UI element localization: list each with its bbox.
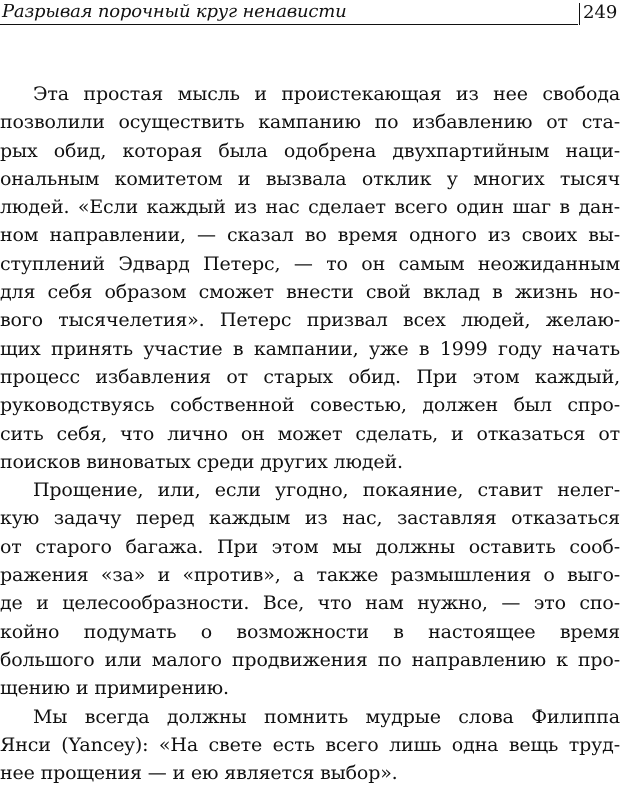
text-line: рых обид, которая была одобрена двухпартийным наци- <box>0 139 620 162</box>
text-line: ступлений Эдвард Петерс, — то он самым неожиданным <box>0 252 620 275</box>
text-line: Мы всегда должны помнить мудрые слова Филиппа <box>33 705 620 728</box>
text-line: процесс избавления от старых обид. При этом каждый, <box>0 365 620 388</box>
text-line: от старого багажа. При этом мы должны оставить сооб- <box>0 535 620 558</box>
text-line: вого тысячелетия». Петерс призвал всех людей, желаю- <box>0 309 620 332</box>
text-line: нее прощения — и ею является выбор». <box>0 762 398 785</box>
text-line: ном направлении, — сказал во время одного из своих вы- <box>0 224 620 247</box>
paragraph <box>0 476 620 702</box>
text-line: щих принять участие в кампании, уже в 1999 году начать <box>0 337 620 360</box>
text-line: поисков виноватых среди других людей. <box>0 450 403 473</box>
text-line: Эта простая мысль и проистекающая из нее свобода <box>33 83 620 105</box>
body-text <box>0 80 620 787</box>
text-line: де и целесообразности. Все, что нам нужно, — это спо- <box>0 592 620 615</box>
paragraph <box>0 80 620 476</box>
header-rule <box>0 24 578 25</box>
page-number: 249 <box>583 2 618 23</box>
text-line: руководствуясь собственной совестью, должен был спро- <box>0 394 620 417</box>
text-line: большого или малого продвижения по направлению к про- <box>0 648 620 671</box>
paragraph <box>0 703 620 787</box>
text-line: койно подумать о возможности в настоящее время <box>0 620 620 643</box>
text-line: для себя образом сможет внести свой вклад в жизнь но- <box>0 281 620 304</box>
text-line: людей. «Если каждый из нас сделает всего один шаг в дан- <box>0 196 620 219</box>
text-line: Янси (Yancey): «На свете есть всего лишь одна вещь труд- <box>0 733 620 756</box>
running-header <box>0 0 620 26</box>
text-line: кую задачу перед каждым из нас, заставляя отказаться <box>0 507 620 530</box>
running-header-title: Разрывая порочный круг ненависти <box>2 1 347 22</box>
page-number-divider <box>579 3 580 25</box>
text-line: Прощение, или, если угодно, покаяние, ставит нелег- <box>33 479 620 502</box>
text-line: сить себя, что лично он может сделать, и отказаться от <box>0 422 620 445</box>
text-line: позволили осуществить кампанию по избавлению от ста- <box>0 111 620 134</box>
text-line: щению и примирению. <box>0 677 229 700</box>
text-line: ональным комитетом и вызвала отклик у многих тысяч <box>0 167 620 190</box>
text-line: ражения «за» и «против», а также размышления о выго- <box>0 564 620 587</box>
